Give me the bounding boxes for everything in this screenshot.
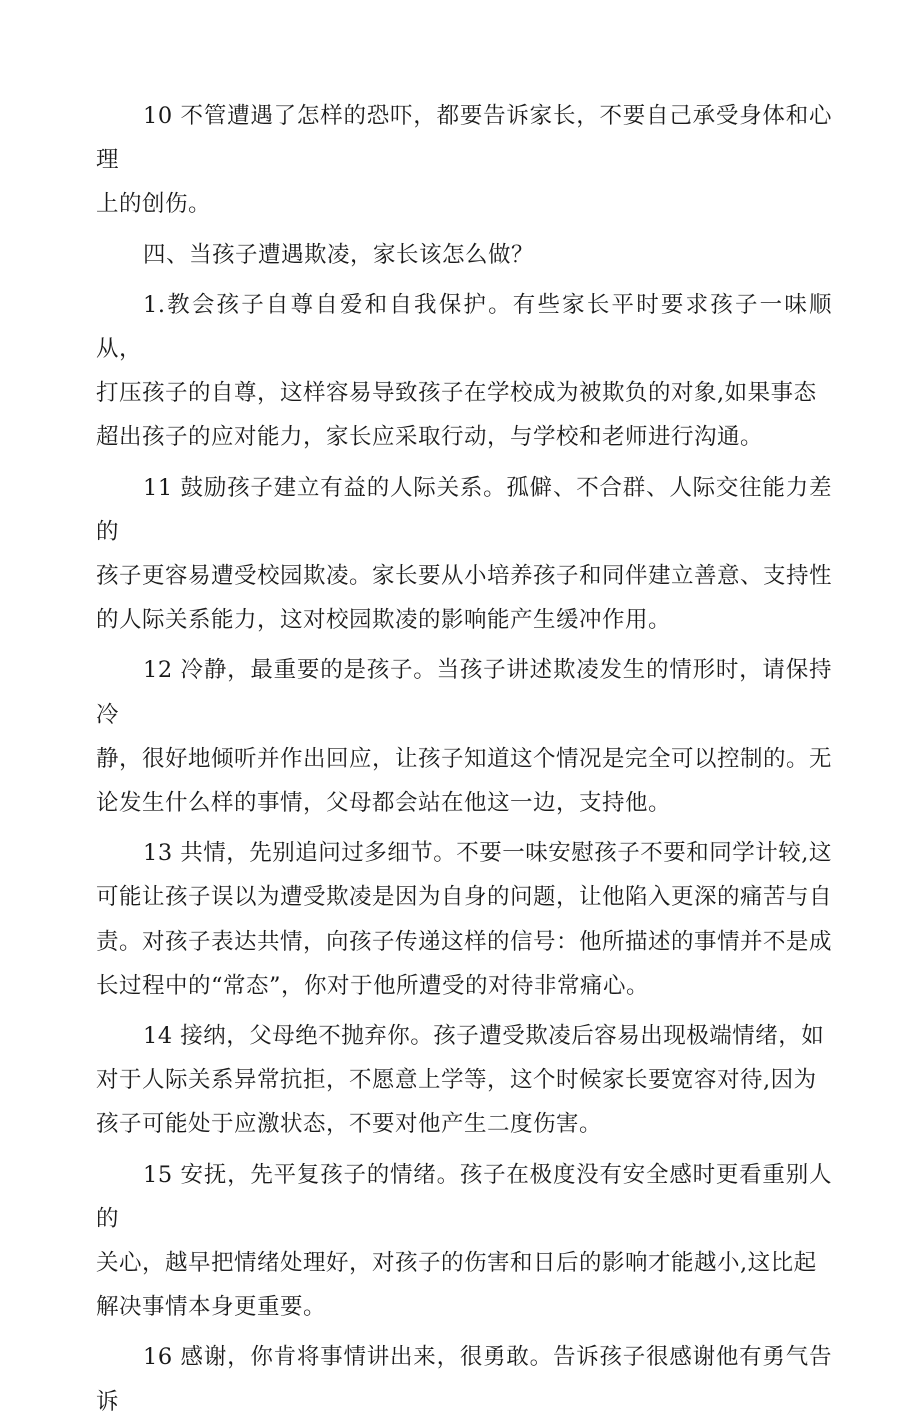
text-line: 打压孩子的自尊，这样容易导致孩子在学校成为被欺负的对象,如果事态 — [96, 380, 817, 407]
section-heading-4 — [96, 233, 832, 277]
text-line: 孩子更容易遭受校园欺凌。家长要从小培养孩子和同伴建立善意、支持性 — [96, 563, 833, 590]
text-line: 上的创伤。 — [96, 191, 212, 218]
paragraph-16 — [96, 1335, 832, 1423]
text-line: 孩子可能处于应激状态，不要对他产生二度伤害。 — [96, 1111, 603, 1138]
paragraph-15 — [96, 1153, 832, 1330]
text-line: 四、当孩子遭遇欺凌，家长该怎么做？ — [143, 241, 535, 268]
text-line: 长过程中的“常态”，你对于他所遭受的对待非常痛心。 — [96, 972, 650, 999]
text-line: 可能让孩子误以为遭受欺凌是因为自身的问题，让他陷入更深的痛苦与自 — [96, 884, 833, 911]
text-line: 16 感谢，你肯将事情讲出来，很勇敢。告诉孩子很感谢他有勇气告诉 — [96, 1344, 832, 1415]
paragraph-12 — [96, 648, 832, 825]
paragraph-11 — [96, 466, 832, 643]
text-line: 12 冷静，最重要的是孩子。当孩子讲述欺凌发生的情形时，请保持冷 — [96, 657, 832, 728]
text-line: 论发生什么样的事情，父母都会站在他这一边，支持他。 — [96, 790, 672, 817]
text-line: 15 安抚，先平复孩子的情绪。孩子在极度没有安全感时更看重别人的 — [96, 1161, 832, 1232]
text-line: 解决事情本身更重要。 — [96, 1294, 327, 1321]
text-line: 关心，越早把情绪处理好，对孩子的伤害和日后的影响才能越小,这比起 — [96, 1250, 817, 1277]
text-line: 对于人际关系异常抗拒，不愿意上学等，这个时候家长要宽容对待,因为 — [96, 1067, 817, 1094]
text-line: 超出孩子的应对能力，家长应采取行动，与学校和老师进行沟通。 — [96, 424, 764, 451]
text-line: 静，很好地倾听并作出回应，让孩子知道这个情况是完全可以控制的。无 — [96, 745, 833, 772]
text-line: 1.教会孩子自尊自爱和自我保护。有些家长平时要求孩子一味顺从， — [96, 291, 832, 363]
text-line: 责。对孩子表达共情，向孩子传递这样的信号：他所描述的事情并不是成 — [96, 928, 833, 955]
text-line: 的人际关系能力，这对校园欺凌的影响能产生缓冲作用。 — [96, 607, 672, 634]
paragraph-1 — [96, 283, 832, 460]
text-line: 14 接纳，父母绝不抛弃你。孩子遭受欺凌后容易出现极端情绪，如 — [143, 1023, 825, 1050]
paragraph-14 — [96, 1014, 832, 1147]
text-line: 13 共情，先别追问过多细节。不要一味安慰孩子不要和同学计较,这 — [143, 840, 832, 867]
text-line: 11 鼓励孩子建立有益的人际关系。孤僻、不合群、人际交往能力差的 — [96, 474, 832, 545]
text-line: 10 不管遭遇了怎样的恐吓，都要告诉家长，不要自己承受身体和心理 — [96, 103, 832, 174]
paragraph-10 — [96, 94, 832, 227]
paragraph-13 — [96, 831, 832, 1008]
